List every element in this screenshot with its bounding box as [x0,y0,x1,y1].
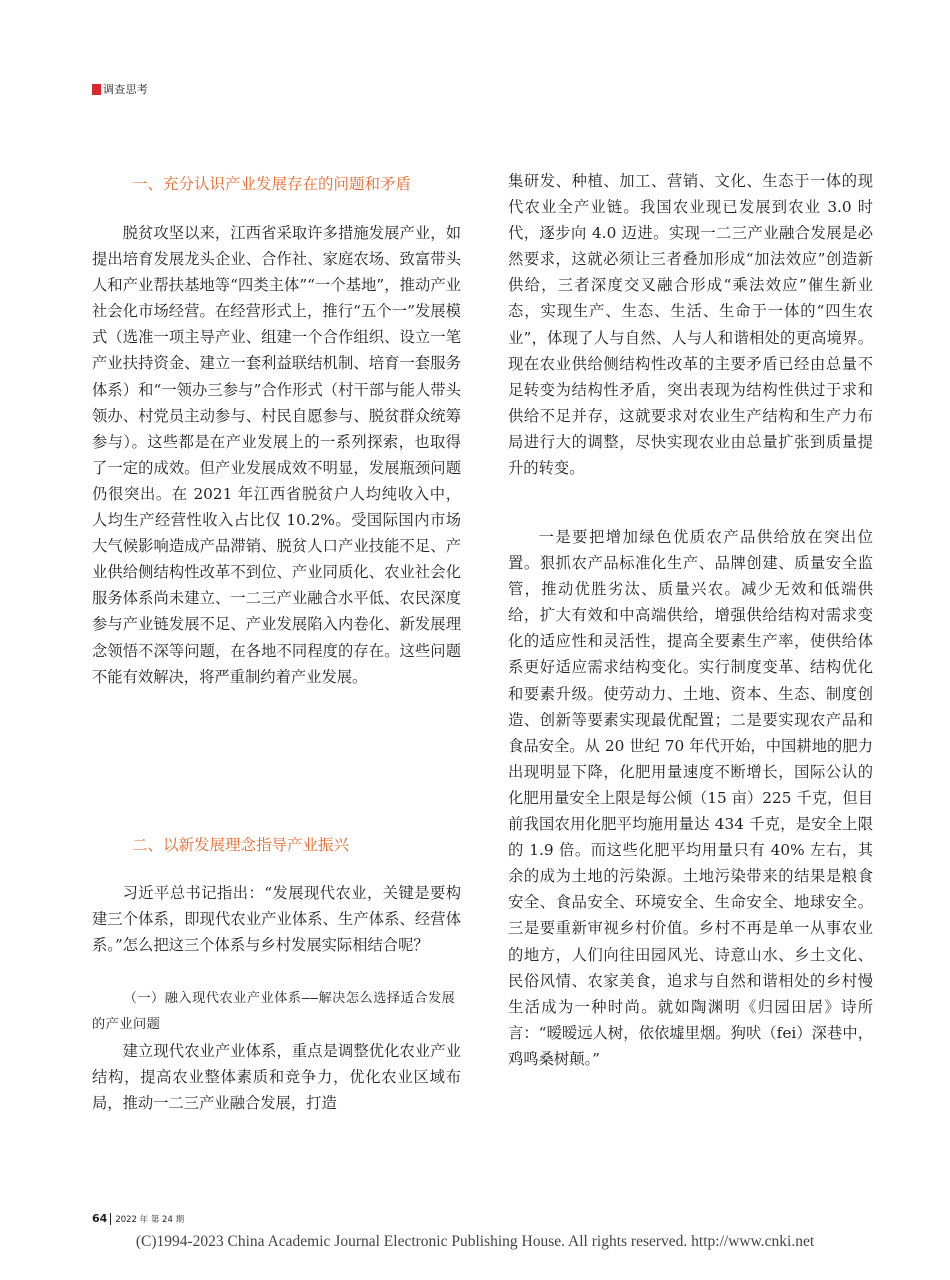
copyright-notice: (C)1994-2023 China Academic Journal Electronic Publishing House. All rights reserved. http://www.cnki.net [135,1233,815,1250]
subheading-1: （一）融入现代农业产业体系——解决怎么选择适合发展的产业问题 [92,991,456,1033]
page-number: 64 [92,1212,108,1225]
left-paragraph-2: 习近平总书记指出：“发展现代农业，关键是要构建三个体系，即现代农业产业体系、生产体系、经营体系。”怎么把这三个体系与乡村发展实际相结合呢？ [92,884,461,955]
section-label: 调查思考 [103,83,149,96]
issue-label: 2022 年 第 24 期 [115,1214,185,1225]
right-paragraph-1: 集研发、种植、加工、营销、文化、生态于一体的现代农业全产业链。我国农业现已发展到农业 3.0 时代，逐步向 4.0 迈进。实现一二三产业融合发展是必然要求，这就必须让三者叠加形成“加法效应”创造新供给，三者深度交叉融合形成“乘法效应”催生新业态，实现生产、生态、生活、生命于一体的“四生农业”，体现了人与自然、人与人和谐相处的更高境界。现在农业供给侧结构性改革的主要矛盾已经由总量不足转变为结构性矛盾，突出表现为结构性供过于求和供给不足并存，这就要求对农业生产结构和生产力布局进行大的调整，尽快实现农业由总量扩张到质量提升的转变。 [508,172,873,478]
page-footer [92,1212,184,1225]
red-square-icon [92,84,101,95]
footer-divider [110,1213,111,1225]
section-heading-2: 二、以新发展理念指导产业振兴 [132,836,350,854]
right-paragraph-2: 一是要把增加绿色优质农产品供给放在突出位置。狠抓农产品标准化生产、品牌创建、质量安全监管，推动优胜劣汰、质量兴农。减少无效和低端供给，扩大有效和中高端供给，增强供给结构对需求变化的适应性和灵活性，提高全要素生产率，使供给体系更好适应需求结构变化。实行制度变革、结构优化和要素升级。使劳动力、土地、资本、生态、制度创造、创新等要素实现最优配置；二是要实现农产品和食品安全。从 20 世纪 70 年代开始，中国耕地的肥力出现明显下降，化肥用量速度不断增长，国际公认的化肥用量安全上限是每公倾（15 亩）225 千克，但目前我国农用化肥平均施用量达 434 千克，是安全上限的 1.9 倍。而这些化肥平均用量只有 40% 左右，其余的成为土地的污染源。土地污染带来的结果是粮食安全、食品安全、环境安全、生命安全、地球安全。三是要重新审视乡村价值。乡村不再是单一从事农业的地方，人们向往田园风光、诗意山水、乡土文化、民俗风情、农家美食，追求与自然和谐相处的乡村慢生活成为一种时尚。就如陶渊明《归园田居》诗所言：“暧暧远人树，依依墟里烟。狗吠（fei）深巷中，鸡鸣桑树颠。” [508,528,873,1068]
left-paragraph-1: 脱贫攻坚以来，江西省采取许多措施发展产业，如提出培育发展龙头企业、合作社、家庭农场、致富带头人和产业帮扶基地等“四类主体”“一个基地”，推动产业社会化市场经营。在经营形式上，推行“五个一”发展模式（选准一项主导产业、组建一个合作组织、设立一笔产业扶持资金、建立一套利益联结机制、培育一套服务体系）和“一领办三参与”合作形式（村干部与能人带头领办、村党员主动参与、村民自愿参与、脱贫群众统筹参与）。这些都是在产业发展上的一系列探索，也取得了一定的成效。但产业发展成效不明显，发展瓶颈问题仍很突出。在 2021 年江西省脱贫户人均纯收入中，人均生产经营性收入占比仅 10.2%。受国际国内市场大气候影响造成产品滞销、脱贫人口产业技能不足、产业供给侧结构性改革不到位、产业同质化、农业社会化服务体系尚未建立、一二三产业融合水平低、农民深度参与产业链发展不足、产业发展陷入内卷化、新发展理念领悟不深等问题，在各地不同程度的存在。这些问题不能有效解决，将严重制约着产业发展。 [92,224,461,686]
section-header [92,82,148,96]
section-heading-1: 一、充分认识产业发展存在的问题和矛盾 [132,175,412,193]
left-paragraph-3: 建立现代农业产业体系，重点是调整优化农业产业结构，提高农业整体素质和竞争力，优化农业区域布局，推动一二三产业融合发展，打造 [92,1042,461,1113]
